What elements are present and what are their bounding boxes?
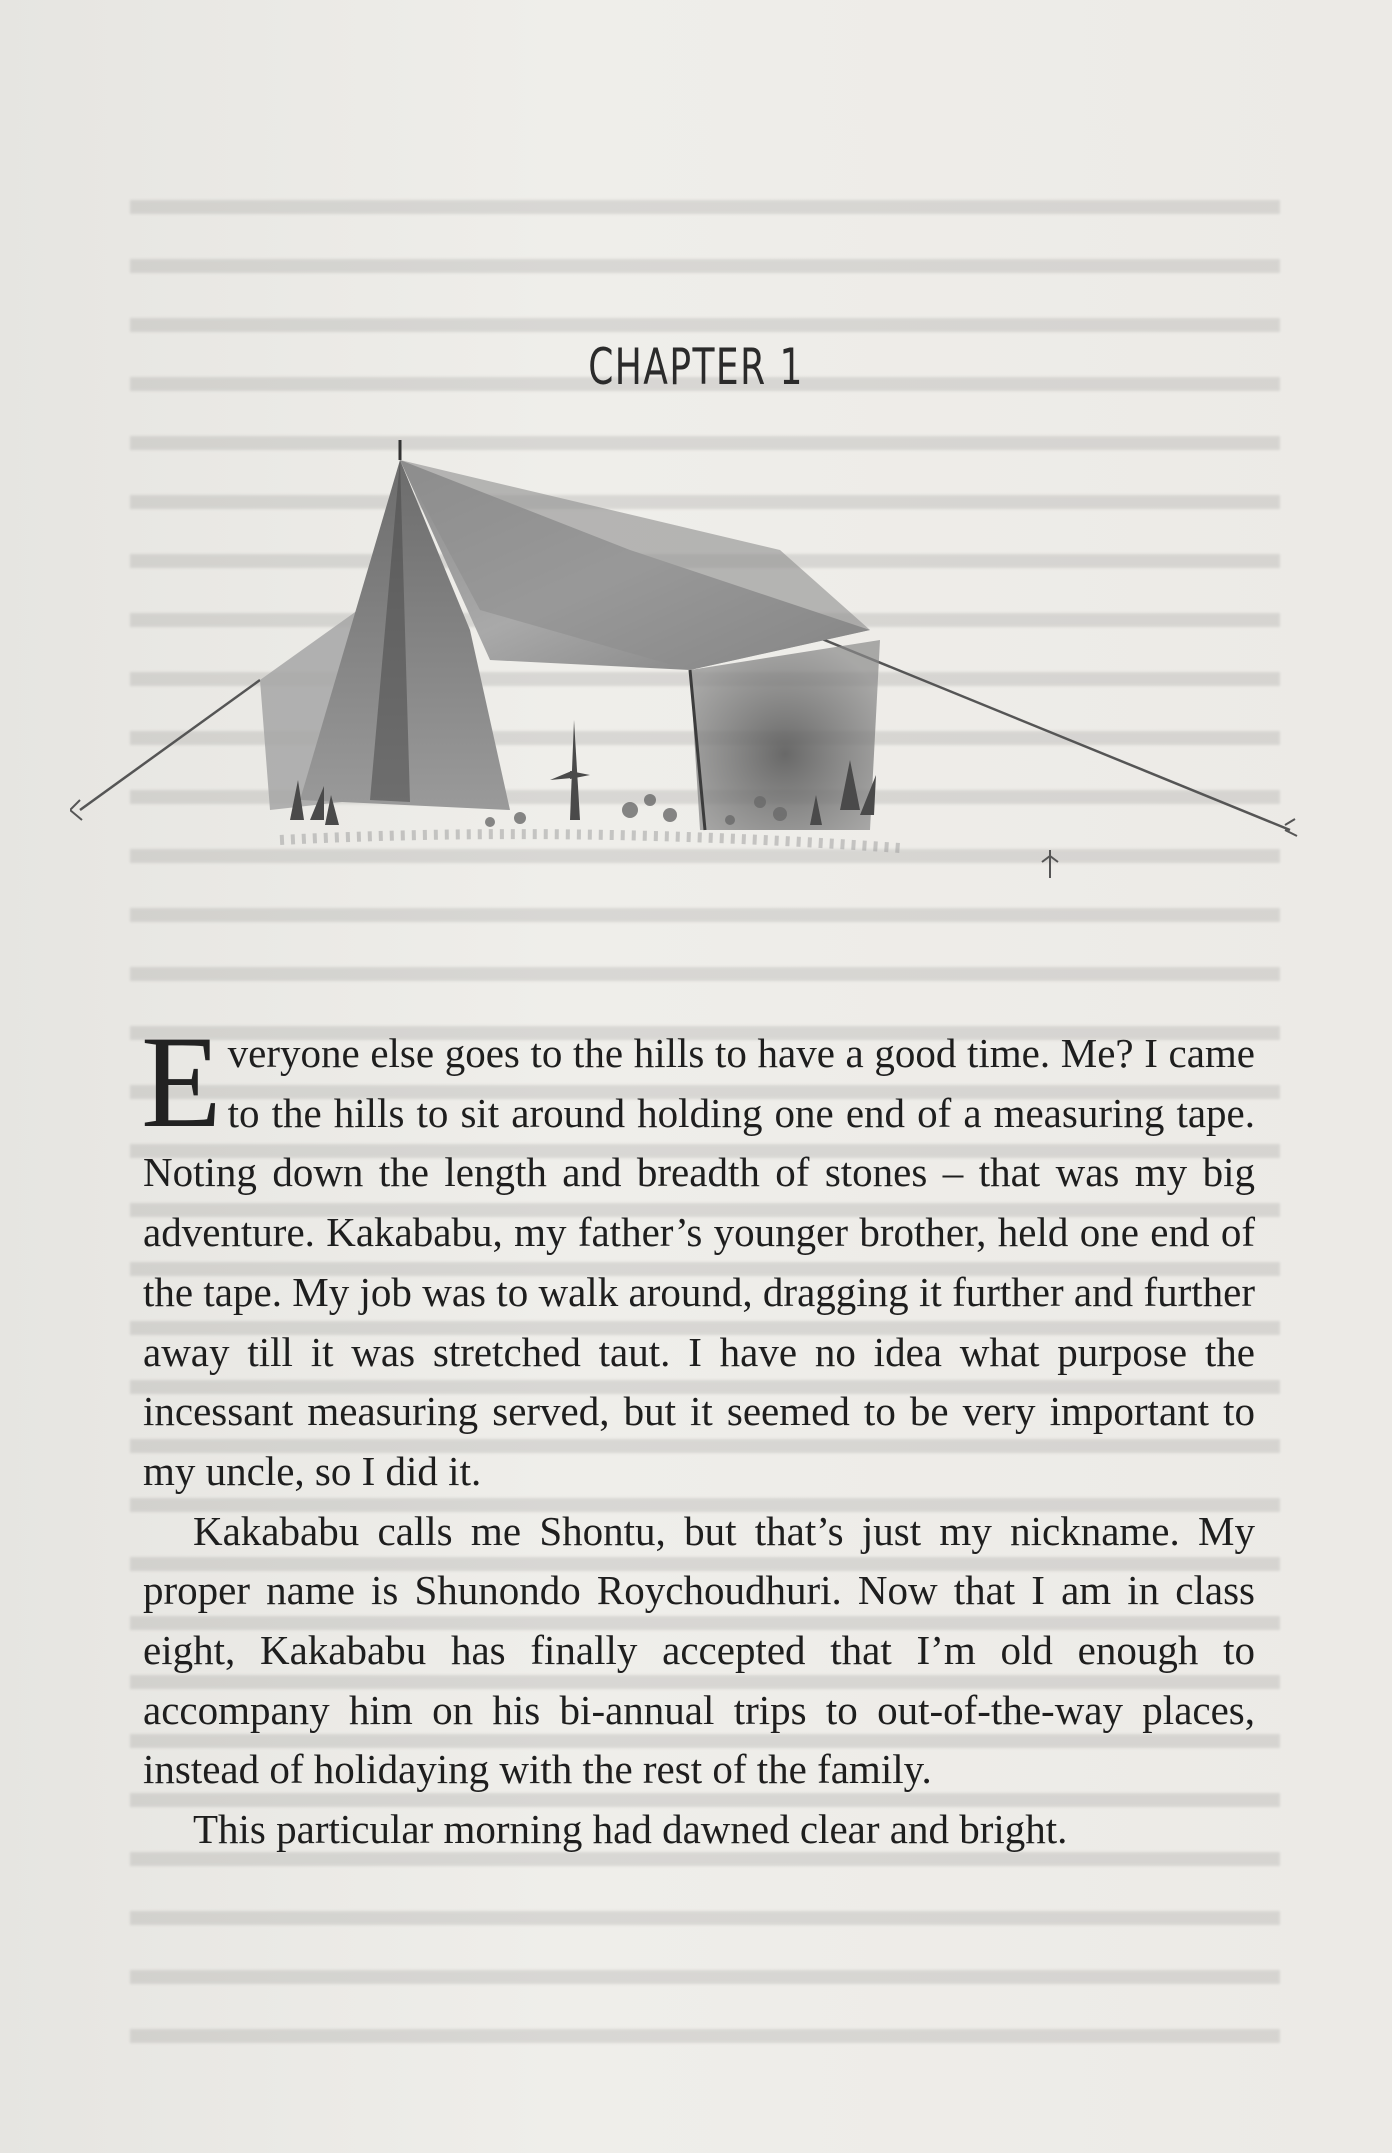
drop-cap: E [141,1008,222,1155]
chapter-text [141,1008,1255,1860]
chapter-title: CHAPTER 1 [588,338,804,396]
paragraph-1-text: veryone else goes to the hills to have a good time. Me? I came to the hills to sit around holding one end of a measuring tape. Noting down the length and breadth of stones – that was my big adventure. Kakababu, my father’s younger brother, held one end of the tape. My job was to walk around, dragging it further and further away till it was stretched taut. I have no idea what purpose the incessant measuring served, but it seemed to be very important to my uncle, so I did it. [143,1030,1255,1494]
paragraph-1 [141,1008,1255,1502]
paragraph-2: Kakababu calls me Shontu, but that’s just my nickname. My proper name is Shunondo Roychoudhuri. Now that I am in class eight, Kakababu has finally accepted that I’m old enough to accompany him on his bi-annual trips to out-of-the-way places, instead of holidaying with the rest of the family. [143,1507,1255,1793]
tent-illustration [70,430,1310,930]
paragraph-3: This particular morning had dawned clear and bright. [193,1806,1068,1853]
